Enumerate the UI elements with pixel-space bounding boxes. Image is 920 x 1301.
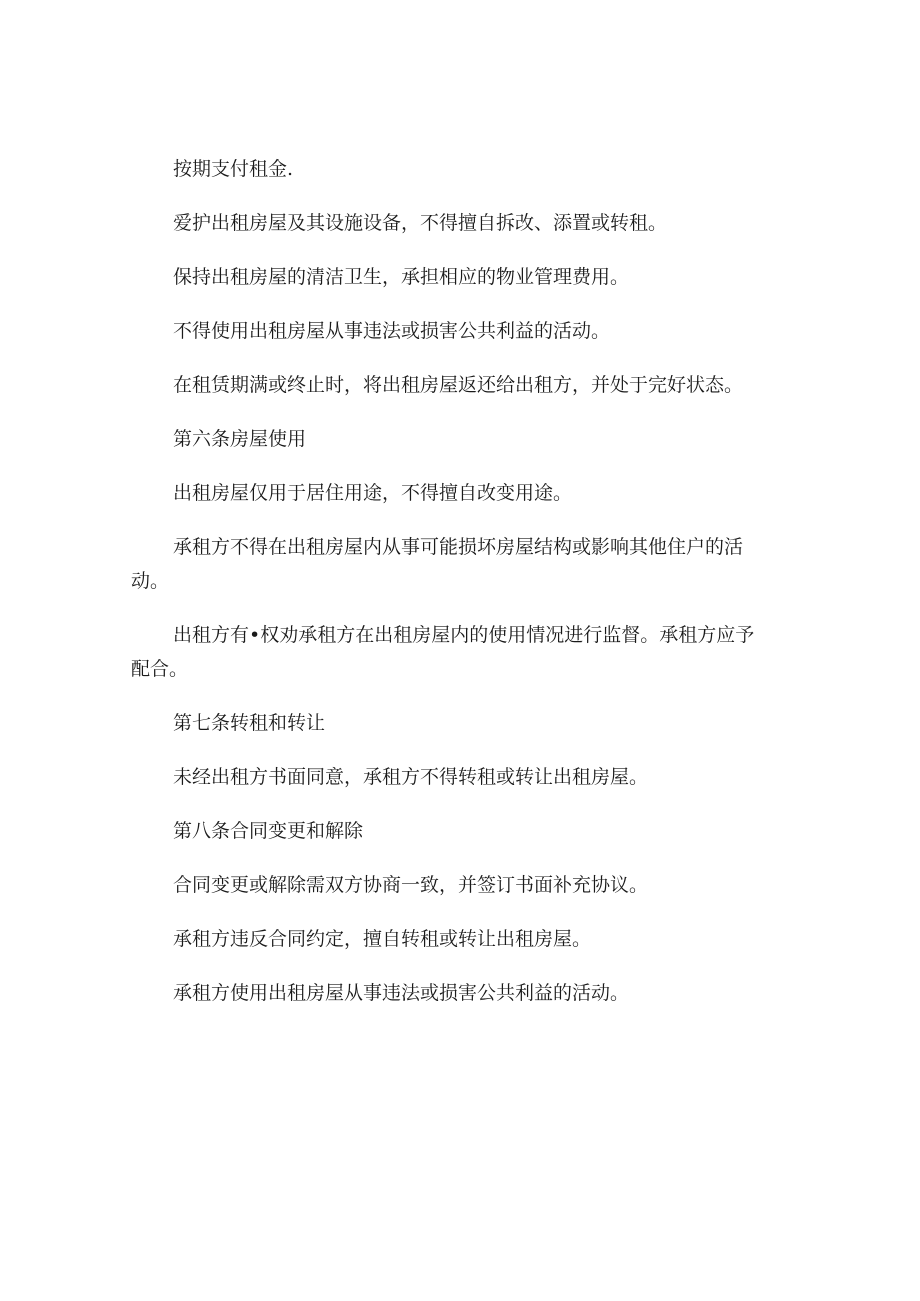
paragraph-no-illegal-use: 不得使用出租房屋从事违法或损害公共利益的活动。 [173,320,611,342]
paragraph-no-damage: 承租方不得在出租房屋内从事可能损坏房屋结构或影响其他住户的活动。 [131,536,744,592]
paragraph-return-property: 在租赁期满或终止时，将出租房屋返还给出租方，并处于完好状态。 [173,374,744,396]
document-body [131,152,771,1010]
paragraph-cleanliness: 保持出租房屋的清洁卫生，承担相应的物业管理费用。 [173,266,630,288]
section-heading-article-8: 第八条合同变更和解除 [173,820,364,842]
paragraph-supervision: 出租方有•权劝承租方在出租房屋内的使用情况进行监督。承租方应予配合。 [131,624,755,680]
paragraph-breach-sublet: 承租方违反合同约定，擅自转租或转让出租房屋。 [173,928,592,950]
section-heading-article-6: 第六条房屋使用 [173,428,307,450]
paragraph-residential-use: 出租房屋仅用于居住用途，不得擅自改变用途。 [173,482,573,504]
paragraph-amendment: 合同变更或解除需双方协商一致，并签订书面补充协议。 [173,874,649,896]
paragraph-care-property: 爱护出租房屋及其设施设备，不得擅自拆改、添置或转租。 [173,212,668,234]
paragraph-no-sublet: 未经出租方书面同意，承租方不得转租或转让出租房屋。 [173,766,649,788]
paragraph-pay-rent: 按期支付租金. [173,158,294,180]
section-heading-article-7: 第七条转租和转让 [173,712,326,734]
paragraph-breach-illegal: 承租方使用出租房屋从事违法或损害公共利益的活动。 [173,982,630,1004]
